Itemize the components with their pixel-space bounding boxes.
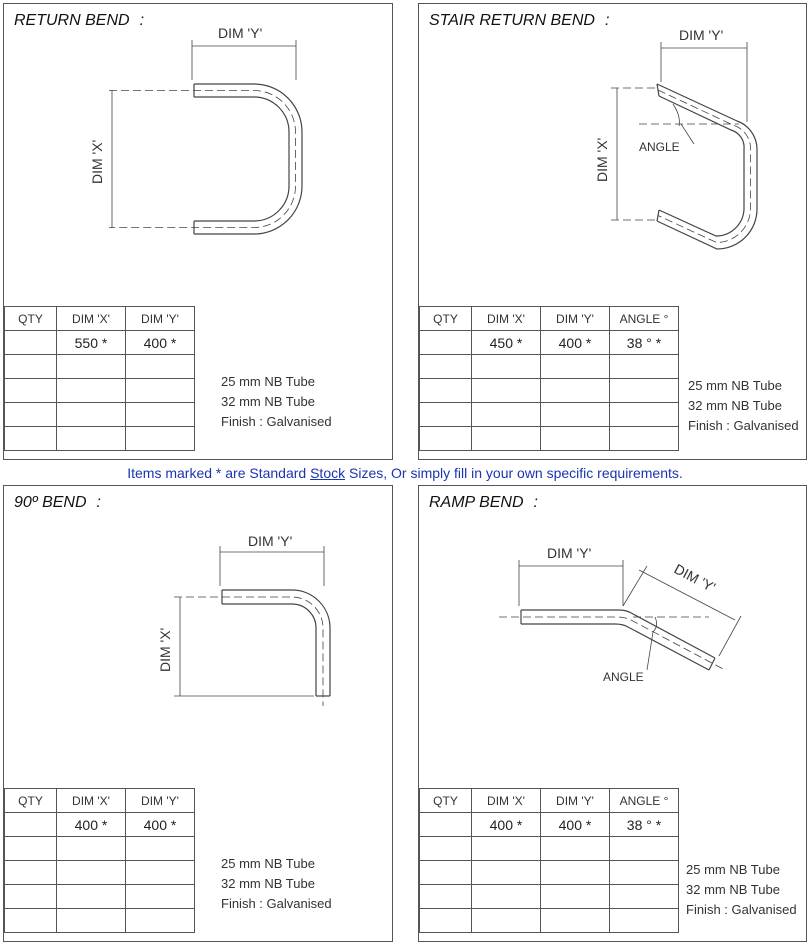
- qty-cell[interactable]: [5, 355, 57, 379]
- dim-y-cell[interactable]: [126, 427, 195, 451]
- ramp-bend-diagram: [419, 486, 808, 786]
- header-qty: QTY: [420, 789, 472, 813]
- table-row: [420, 427, 679, 451]
- dim-y-cell[interactable]: [126, 379, 195, 403]
- dim-x-cell[interactable]: [57, 403, 126, 427]
- qty-cell[interactable]: [5, 909, 57, 933]
- angle-cell[interactable]: [610, 355, 679, 379]
- stock-link[interactable]: Stock: [310, 465, 346, 481]
- stair-return-bend-panel: [418, 3, 807, 460]
- table-row: [5, 885, 195, 909]
- dim-x-label: DIM 'X': [594, 137, 610, 182]
- header-qty: QTY: [420, 307, 472, 331]
- table-row: [5, 861, 195, 885]
- angle-cell[interactable]: [610, 427, 679, 451]
- dim-y-label: DIM 'Y': [248, 533, 293, 549]
- ramp-bend-panel: [418, 485, 807, 942]
- dim-y-cell[interactable]: [541, 909, 610, 933]
- stair-return-bend-diagram: [419, 4, 808, 304]
- dim-x-cell[interactable]: [57, 909, 126, 933]
- panel-title: STAIR RETURN BEND :: [429, 12, 610, 29]
- dim-x-cell[interactable]: [57, 379, 126, 403]
- dim-y-cell[interactable]: [541, 355, 610, 379]
- angle-cell[interactable]: [610, 837, 679, 861]
- dim-x-cell[interactable]: [472, 427, 541, 451]
- panel-title: RETURN BEND :: [14, 12, 145, 29]
- angle-cell[interactable]: 38 ° *: [610, 331, 679, 355]
- qty-cell[interactable]: [420, 403, 472, 427]
- header-qty: QTY: [5, 789, 57, 813]
- dim-x-cell[interactable]: 400 *: [472, 813, 541, 837]
- qty-cell[interactable]: [420, 861, 472, 885]
- order-table: [419, 788, 679, 933]
- table-row: [420, 861, 679, 885]
- dim-y-cell[interactable]: [126, 403, 195, 427]
- table-row: [420, 379, 679, 403]
- angle-label: ANGLE: [639, 140, 680, 154]
- dim-x-cell[interactable]: [472, 355, 541, 379]
- table-row: [5, 837, 195, 861]
- dim-x-cell[interactable]: [57, 355, 126, 379]
- header-dim-y: DIM 'Y': [541, 789, 610, 813]
- table-row: [420, 909, 679, 933]
- dim-x-cell[interactable]: [472, 885, 541, 909]
- table-row: [5, 403, 195, 427]
- dim-y-cell[interactable]: [126, 355, 195, 379]
- panel-title: 90º BEND :: [14, 494, 101, 511]
- order-table: [4, 788, 195, 933]
- header-dim-x: DIM 'X': [472, 307, 541, 331]
- stock-sizes-note: Items marked * are Standard Stock Sizes, Or simply fill in your own specific requirements.: [127, 465, 683, 481]
- dim-x-cell[interactable]: 450 *: [472, 331, 541, 355]
- panel-title: RAMP BEND :: [429, 494, 538, 511]
- qty-cell[interactable]: [420, 885, 472, 909]
- tube-spec: 25 mm NB Tube 32 mm NB Tube Finish : Galvanised: [686, 862, 797, 917]
- table-row: [5, 379, 195, 403]
- return-bend-panel: [3, 3, 393, 460]
- qty-cell[interactable]: [420, 813, 472, 837]
- dim-x-cell[interactable]: [472, 861, 541, 885]
- order-table: [419, 306, 679, 451]
- dim-y-diagonal-label: DIM 'Y': [671, 560, 719, 596]
- tube-spec: 25 mm NB Tube 32 mm NB Tube Finish : Galvanised: [221, 374, 332, 429]
- table-row: [420, 403, 679, 427]
- qty-cell[interactable]: [420, 379, 472, 403]
- dim-y-label: DIM 'Y': [218, 25, 263, 41]
- ninety-bend-diagram: [4, 486, 394, 786]
- angle-cell[interactable]: [610, 379, 679, 403]
- angle-cell[interactable]: 38 ° *: [610, 813, 679, 837]
- return-bend-diagram: [4, 4, 394, 304]
- qty-cell[interactable]: [420, 427, 472, 451]
- qty-cell[interactable]: [420, 909, 472, 933]
- qty-cell[interactable]: [5, 861, 57, 885]
- dim-x-cell[interactable]: [472, 837, 541, 861]
- qty-cell[interactable]: [420, 355, 472, 379]
- table-row: [420, 355, 679, 379]
- dim-y-cell[interactable]: 400 *: [541, 331, 610, 355]
- table-row: [5, 909, 195, 933]
- qty-cell[interactable]: [5, 427, 57, 451]
- ninety-bend-panel: [3, 485, 393, 942]
- dim-y-label: DIM 'Y': [547, 545, 592, 561]
- header-dim-y: DIM 'Y': [126, 307, 195, 331]
- angle-cell[interactable]: [610, 861, 679, 885]
- dim-x-cell[interactable]: 400 *: [57, 813, 126, 837]
- order-table: [4, 306, 195, 451]
- header-dim-y: DIM 'Y': [126, 789, 195, 813]
- header-angle: ANGLE °: [610, 789, 679, 813]
- table-row: [420, 885, 679, 909]
- angle-cell[interactable]: [610, 885, 679, 909]
- dim-x-label: DIM 'X': [89, 139, 105, 184]
- dim-x-label: DIM 'X': [157, 627, 173, 672]
- dim-y-cell[interactable]: 400 *: [126, 331, 195, 355]
- dim-x-cell[interactable]: [57, 861, 126, 885]
- dim-y-label: DIM 'Y': [679, 27, 724, 43]
- tube-spec: 25 mm NB Tube 32 mm NB Tube Finish : Galvanised: [688, 378, 799, 433]
- qty-cell[interactable]: [5, 379, 57, 403]
- dim-y-cell[interactable]: [126, 885, 195, 909]
- header-angle: ANGLE °: [610, 307, 679, 331]
- dim-y-cell[interactable]: [126, 837, 195, 861]
- dim-x-cell[interactable]: [57, 427, 126, 451]
- qty-cell[interactable]: [5, 837, 57, 861]
- tube-spec: 25 mm NB Tube 32 mm NB Tube Finish : Galvanised: [221, 856, 332, 911]
- header-dim-y: DIM 'Y': [541, 307, 610, 331]
- qty-cell[interactable]: [420, 331, 472, 355]
- qty-cell[interactable]: [420, 837, 472, 861]
- dim-x-cell[interactable]: [472, 379, 541, 403]
- header-qty: QTY: [5, 307, 57, 331]
- angle-cell[interactable]: [610, 909, 679, 933]
- dim-y-cell[interactable]: 400 *: [126, 813, 195, 837]
- dim-y-cell[interactable]: [541, 427, 610, 451]
- dim-y-cell[interactable]: [126, 909, 195, 933]
- header-dim-x: DIM 'X': [57, 307, 126, 331]
- header-dim-x: DIM 'X': [472, 789, 541, 813]
- table-row: [5, 427, 195, 451]
- angle-cell[interactable]: [610, 403, 679, 427]
- table-row: [5, 355, 195, 379]
- dim-y-cell[interactable]: 400 *: [541, 813, 610, 837]
- dim-y-cell[interactable]: [541, 837, 610, 861]
- dim-y-cell[interactable]: [541, 885, 610, 909]
- dim-y-cell[interactable]: [541, 403, 610, 427]
- dim-x-cell[interactable]: [472, 403, 541, 427]
- dim-x-cell[interactable]: [472, 909, 541, 933]
- qty-cell[interactable]: [5, 885, 57, 909]
- dim-y-cell[interactable]: [541, 861, 610, 885]
- dim-x-cell[interactable]: 550 *: [57, 331, 126, 355]
- dim-x-cell[interactable]: [57, 885, 126, 909]
- header-dim-x: DIM 'X': [57, 789, 126, 813]
- dim-x-cell[interactable]: [57, 837, 126, 861]
- qty-cell[interactable]: [5, 403, 57, 427]
- table-row: [420, 837, 679, 861]
- angle-label: ANGLE: [603, 670, 644, 684]
- qty-cell[interactable]: [5, 331, 57, 355]
- dim-y-cell[interactable]: [126, 861, 195, 885]
- dim-y-cell[interactable]: [541, 379, 610, 403]
- qty-cell[interactable]: [5, 813, 57, 837]
